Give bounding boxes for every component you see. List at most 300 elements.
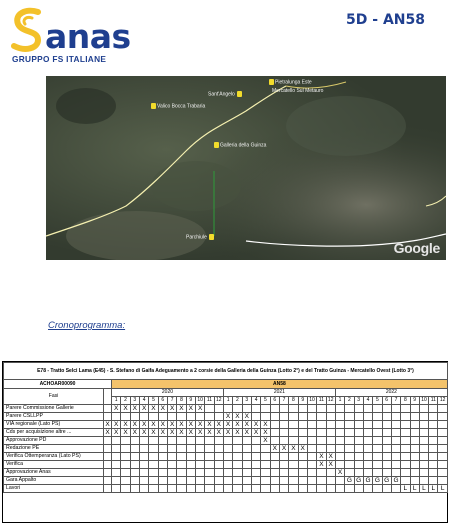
schedule-cell [158,453,167,461]
schedule-cell: L [410,485,419,493]
month-header: 11 [317,397,326,405]
schedule-cell [419,445,428,453]
schedule-cell: X [251,421,260,429]
month-header: 3 [130,397,139,405]
schedule-cell [382,429,391,437]
schedule-cell [354,453,363,461]
schedule-cell [186,469,195,477]
schedule-cell [242,485,251,493]
schedule-cell [307,445,316,453]
schedule-cell: X [335,469,344,477]
schedule-cell [307,429,316,437]
years-row [4,389,448,397]
schedule-cell: L [419,485,428,493]
schedule-cell [391,437,400,445]
month-header: 6 [270,397,279,405]
schedule-cell [279,437,288,445]
schedule-cell [401,429,410,437]
task-name: VIA regionale (Lato PS) [4,421,104,429]
schedule-cell [317,421,326,429]
schedule-cell [373,453,382,461]
schedule-cell: X [186,421,195,429]
map-place-galleria: Galleria della Guinza [214,142,266,148]
google-watermark: Google [393,240,440,256]
schedule-cell [251,461,260,469]
schedule-cell [158,437,167,445]
satellite-map [46,76,446,260]
schedule-cell [419,453,428,461]
task-name: Verifica [4,461,104,469]
schedule-cell [251,469,260,477]
schedule-cell [158,461,167,469]
schedule-cell [223,437,232,445]
schedule-cell: X [149,421,158,429]
schedule-cell [233,453,242,461]
schedule-cell: X [158,421,167,429]
schedule-cell [112,413,121,421]
schedule-cell [326,405,335,413]
schedule-cell: X [233,421,242,429]
schedule-cell [298,477,307,485]
schedule-cell [214,485,223,493]
schedule-cell [214,445,223,453]
schedule-cell [391,405,400,413]
schedule-cell [307,469,316,477]
table-title-row [4,363,448,380]
month-header: 8 [177,397,186,405]
schedule-cell: X [195,429,204,437]
schedule-cell: X [121,429,130,437]
schedule-cell [223,477,232,485]
schedule-cell [373,413,382,421]
schedule-cell [438,405,447,413]
schedule-cell [149,469,158,477]
month-header: 12 [327,397,334,403]
schedule-cell [104,453,112,461]
month-header: 2 [233,397,242,405]
schedule-cell [345,437,354,445]
schedule-cell [121,477,130,485]
schedule-cell [410,445,419,453]
schedule-cell [438,453,447,461]
schedule-cell [335,453,344,461]
schedule-cell [270,421,279,429]
schedule-cell [195,413,204,421]
spacer-cell [104,389,112,405]
schedule-cell [233,445,242,453]
schedule-cell: X [167,429,176,437]
month-header: 5 [261,397,270,405]
schedule-cell [223,469,232,477]
schedule-cell [438,429,447,437]
schedule-cell [112,437,121,445]
schedule-cell [289,453,298,461]
month-header: 1 [112,397,121,405]
document-code: 5D - AN58 [346,12,425,28]
schedule-cell [326,437,335,445]
schedule-cell [251,453,260,461]
schedule-cell [233,477,242,485]
schedule-cell: X [195,405,204,413]
schedule-cell [298,429,307,437]
schedule-cell: X [139,429,148,437]
month-header: 7 [167,397,176,405]
schedule-cell [298,469,307,477]
schedule-cell [104,445,112,453]
schedule-cell [429,469,438,477]
table-row [4,445,448,453]
table-row [4,485,448,493]
schedule-cell [121,485,130,493]
schedule-cell: X [177,405,186,413]
schedule-cell [104,477,112,485]
schedule-cell [373,429,382,437]
schedule-cell [298,413,307,421]
schedule-cell [382,469,391,477]
schedule-cell [177,413,186,421]
schedule-cell [382,405,391,413]
schedule-cell [177,453,186,461]
schedule-cell [279,477,288,485]
schedule-cell [307,461,316,469]
month-header: 6 [158,397,167,405]
schedule-cell [438,437,447,445]
schedule-cell [307,485,316,493]
schedule-cell [429,413,438,421]
map-place-santangelo: Sant'Angelo [208,91,243,97]
schedule-cell [186,413,195,421]
schedule-cell [205,413,214,421]
schedule-cell [326,429,335,437]
schedule-cell [335,429,344,437]
schedule-cell [279,453,288,461]
month-header: 12 [215,397,222,403]
pin-icon [151,103,156,109]
schedule-cell [177,437,186,445]
month-header: 4 [139,397,148,405]
schedule-cell [354,461,363,469]
schedule-cell [373,445,382,453]
pin-icon [237,91,242,97]
schedule-cell: X [139,405,148,413]
schedule-cell [373,461,382,469]
schedule-cell [270,477,279,485]
month-header: 4 [363,397,372,405]
schedule-cell [410,453,419,461]
schedule-cell [242,445,251,453]
schedule-cell [317,445,326,453]
schedule-cell [317,413,326,421]
schedule-cell [307,421,316,429]
schedule-cell: X [261,421,270,429]
schedule-cell: X [149,429,158,437]
schedule-cell [251,413,260,421]
schedule-cell [382,437,391,445]
schedule-cell: X [130,421,139,429]
month-header: 2 [121,397,130,405]
schedule-cell: X [205,421,214,429]
schedule-cell [279,469,288,477]
logo-wordmark: anas [45,17,131,56]
schedule-cell [139,469,148,477]
month-header: 9 [298,397,307,405]
schedule-cell [382,421,391,429]
schedule-cell [345,485,354,493]
schedule-cell [158,469,167,477]
schedule-cell: X [223,413,232,421]
month-header: 9 [186,397,195,405]
schedule-cell [335,413,344,421]
schedule-cell [261,477,270,485]
schedule-cell [195,445,204,453]
schedule-cell [419,437,428,445]
schedule-cell [112,453,121,461]
schedule-cell [419,429,428,437]
schedule-cell [419,413,428,421]
schedule-cell [279,429,288,437]
schedule-cell [298,461,307,469]
task-name: Verifica Ottemperanza (Lato PS) [4,453,104,461]
task-name: Gara Appalto [4,477,104,485]
schedule-cell [121,453,130,461]
schedule-cell [214,437,223,445]
month-header: 4 [251,397,260,405]
schedule-cell [419,421,428,429]
pin-icon [214,142,219,148]
schedule-cell [261,469,270,477]
schedule-cell [205,469,214,477]
table-row [4,469,448,477]
schedule-cell [205,461,214,469]
schedule-cell [233,405,242,413]
schedule-cell [177,445,186,453]
schedule-cell [289,485,298,493]
schedule-cell [121,461,130,469]
schedule-cell [289,421,298,429]
schedule-cell [121,469,130,477]
schedule-cell [429,421,438,429]
section-title: Cronoprogramma: [48,320,126,331]
table-row [4,413,448,421]
schedule-cell: X [242,421,251,429]
schedule-cell [307,437,316,445]
schedule-cell [149,477,158,485]
schedule-cell [205,485,214,493]
schedule-cell [104,461,112,469]
schedule-cell [317,485,326,493]
schedule-cell [167,445,176,453]
schedule-cell: X [289,445,298,453]
table-row [4,477,448,485]
schedule-cell [326,477,335,485]
schedule-cell [438,421,447,429]
month-header: 1 [223,397,232,405]
schedule-cell [373,405,382,413]
month-header: 10 [197,397,203,403]
schedule-cell [363,485,372,493]
schedule-cell [401,405,410,413]
schedule-cell [242,437,251,445]
schedule-cell [410,421,419,429]
schedule-cell [298,437,307,445]
schedule-cell [429,453,438,461]
schedule-cell [335,405,344,413]
schedule-cell [112,461,121,469]
schedule-cell [438,469,447,477]
schedule-cell [270,461,279,469]
schedule-cell: G [382,477,391,485]
schedule-cell [326,421,335,429]
schedule-cell [139,485,148,493]
schedule-cell [419,405,428,413]
schedule-cell: X [158,405,167,413]
schedule-cell [382,445,391,453]
schedule-cell [261,413,270,421]
schedule-cell [167,437,176,445]
month-header: 6 [382,397,391,405]
schedule-cell: X [105,421,110,428]
schedule-cell [223,461,232,469]
schedule-cell [167,413,176,421]
schedule-cell [401,469,410,477]
month-header: 11 [205,397,214,405]
map-place-pietralunga: Pietralunga Este [269,79,312,85]
schedule-cell [195,437,204,445]
schedule-cell [205,405,214,413]
schedule-cell [335,421,344,429]
schedule-cell [298,485,307,493]
schedule-cell [242,453,251,461]
task-name: Approvazione PD [4,437,104,445]
schedule-cell [205,477,214,485]
schedule-cell [345,461,354,469]
schedule-cell [270,469,279,477]
schedule-cell [139,477,148,485]
schedule-cell [130,485,139,493]
schedule-cell [429,445,438,453]
schedule-cell [410,413,419,421]
schedule-cell [205,437,214,445]
schedule-cell [242,477,251,485]
schedule-cell [298,421,307,429]
schedule-cell [429,461,438,469]
schedule-cell: X [195,421,204,429]
schedule-cell [214,461,223,469]
schedule-cell [289,437,298,445]
schedule-cell [149,437,158,445]
phase-header: Fasi [4,389,104,405]
schedule-cell [438,477,447,485]
schedule-cell [317,429,326,437]
schedule-cell: X [130,429,139,437]
schedule-cell: L [429,485,438,493]
schedule-cell [335,485,344,493]
schedule-cell [326,413,335,421]
schedule-cell [104,469,112,477]
schedule-cell: X [317,461,326,469]
schedule-cell: G [373,477,382,485]
schedule-cell [438,413,447,421]
schedule-cell [149,445,158,453]
schedule-cell [401,445,410,453]
schedule-cell [167,485,176,493]
schedule-cell: X [139,421,148,429]
schedule-cell [139,437,148,445]
schedule-cell [251,477,260,485]
schedule-cell: X [186,405,195,413]
schedule-cell [251,437,260,445]
schedule-cell [335,461,344,469]
month-header: 10 [421,397,427,403]
schedule-cell [391,413,400,421]
schedule-cell: X [261,429,270,437]
schedule-cell [289,413,298,421]
schedule-cell [223,405,232,413]
schedule-cell: G [354,477,363,485]
schedule-cell [391,453,400,461]
month-header: 8 [401,397,410,405]
schedule-cell [104,485,112,493]
schedule-cell [251,485,260,493]
schedule-cell [104,405,112,413]
schedule-cell [410,477,419,485]
schedule-cell [233,437,242,445]
month-header: 10 [309,397,315,403]
schedule-cell: X [205,429,214,437]
schedule-cell [354,485,363,493]
schedule-cell [289,429,298,437]
schedule-cell [354,429,363,437]
schedule-cell: X [251,429,260,437]
schedule-cell: X [326,453,335,461]
schedule-cell [382,453,391,461]
code-row [4,380,448,389]
schedule-cell [401,437,410,445]
schedule-cell [158,413,167,421]
schedule-cell [177,469,186,477]
schedule-cell [233,485,242,493]
schedule-cell [382,413,391,421]
schedule-cell [130,453,139,461]
schedule-cell [121,437,130,445]
schedule-cell [289,405,298,413]
table-title: E78 - Tratto Selci Lama (E45) - S. Stefano di Gaifa Adeguamento a 2 corsie della Galleria della Guinza (Lotto 2°) e del Tratto Guinza - Mercatello Ovest (Lotto 3°) [4,363,448,380]
schedule-cell [251,405,260,413]
schedule-cell [251,445,260,453]
schedule-cell [130,445,139,453]
schedule-cell [345,413,354,421]
schedule-cell [261,461,270,469]
month-header: 5 [149,397,158,405]
schedule-cell [354,469,363,477]
schedule-cell [149,453,158,461]
schedule-cell [401,413,410,421]
schedule-cell: X [279,445,288,453]
schedule-cell [270,429,279,437]
cronoprogramma-table [2,361,448,523]
month-header: 12 [439,397,446,403]
schedule-cell [177,485,186,493]
schedule-cell [401,453,410,461]
schedule-cell [401,421,410,429]
schedule-cell: X [270,445,279,453]
schedule-cell [112,469,121,477]
schedule-cell [186,485,195,493]
schedule-cell [354,421,363,429]
schedule-cell [195,477,204,485]
table-row [4,461,448,469]
map-place-bocca-trabaria: Valico Bocca Trabaria [151,103,205,109]
